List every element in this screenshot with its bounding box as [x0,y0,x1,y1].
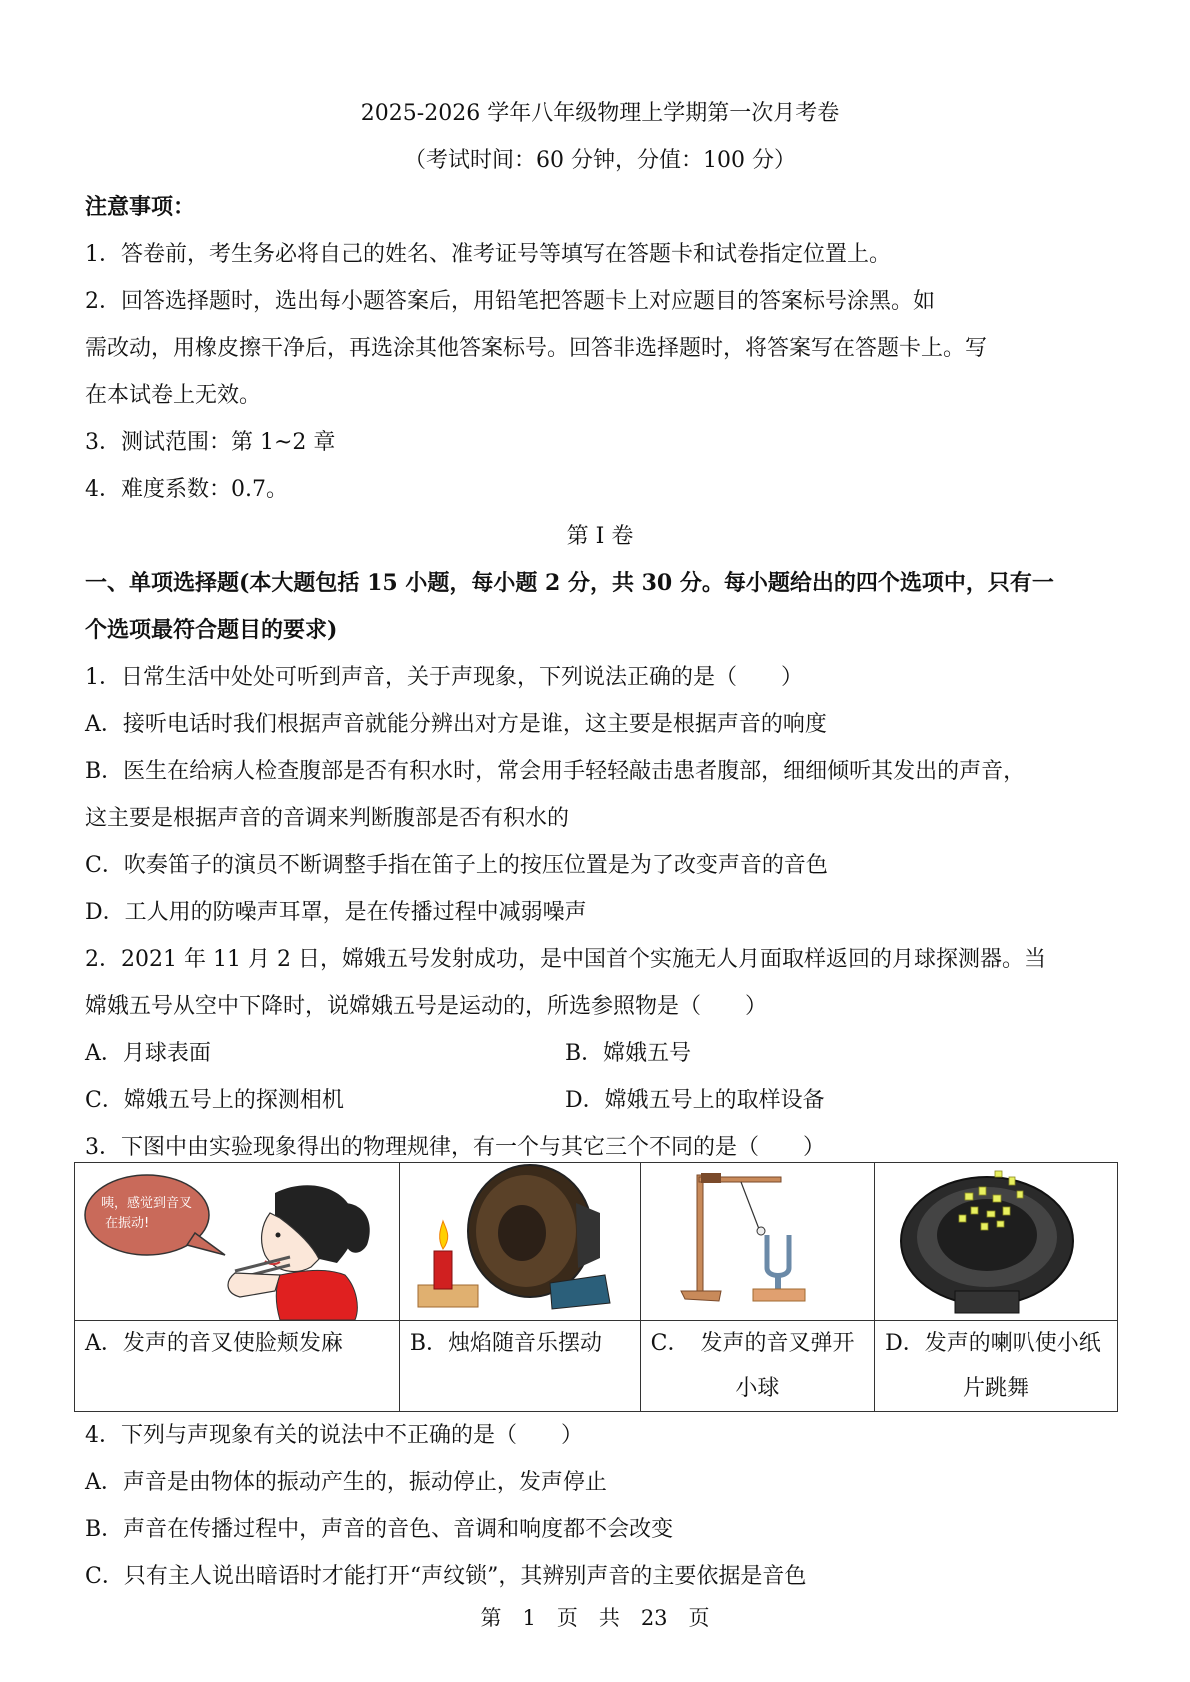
tuning-fork [767,1235,789,1276]
page-footer: 第 1 页 共 23 页 [480,1606,710,1630]
note-line: 4．难度系数：0.7。 [85,477,288,502]
question-3-figure-table [74,1162,1118,1412]
section-heading: 个选项最符合题目的要求) [85,617,338,643]
question-4-block [85,1412,1115,1600]
question-4-option-c: C．只有主人说出暗语时才能打开“声纹锁”，其辨别声音的主要依据是音色 [85,1564,807,1589]
exam-subtitle: （考试时间：60 分钟，分值：100 分） [404,148,796,173]
stand-pole [697,1175,703,1293]
caption-a: A．发声的音叉使脸颊发麻 [75,1321,400,1412]
question-1-stem: 1．日常生活中处处可听到声音，关于声现象，下列说法正确的是（ ） [85,665,803,690]
hands [228,1273,280,1297]
question-2-options-row [85,1030,1115,1077]
question-4-option-a: A．声音是由物体的振动产生的，振动停止，发声停止 [85,1470,607,1495]
question-2-option-c: C．嫦娥五号上的探测相机 [85,1088,344,1113]
volume-title: 第 I 卷 [566,524,634,549]
notes-heading: 注意事项： [85,194,196,220]
question-1-option-b-cont: 这主要是根据声音的音调来判断腹部是否有积水的 [85,806,570,831]
question-4-stem: 4．下列与声现象有关的说法中不正确的是（ ） [85,1423,583,1448]
caption-c: C． 发声的音叉弹开 小球 [640,1321,874,1412]
note-line: 需改动，用橡皮擦干净后，再选涂其他答案标号。回答非选择题时，将答案写在答题卡上。写 [85,336,988,361]
candle [434,1251,452,1289]
question-1-option-d: D．工人用的防噪声耳罩，是在传播过程中减弱噪声 [85,900,587,925]
question-2-option-a: A．月球表面 [85,1041,211,1066]
question-3-stem: 3．下图中由实验现象得出的物理规律，有一个与其它三个不同的是（ ） [85,1135,825,1160]
bubble-text-1: 咦，感觉到音叉 [101,1196,193,1211]
exam-page [85,90,1115,1171]
question-2-stem: 2．2021 年 11 月 2 日，嫦娥五号发射成功，是中国首个实施无人月面取样返回的月球探测器。当 [85,947,1046,972]
question-2-options-row [85,1077,1115,1124]
figure-cell-b [399,1163,640,1321]
tuning-fork-ball-illustration [641,1163,861,1320]
bubble-text-2: 在振动! [105,1216,150,1231]
question-4-option-b: B．声音在传播过程中，声音的音色、音调和响度都不会改变 [85,1517,674,1542]
figure-cell-a [75,1163,400,1321]
note-line: 1．答卷前，考生务必将自己的姓名、准考证号等填写在答题卡和试卷指定位置上。 [85,242,891,267]
note-line: 3．测试范围：第 1~2 章 [85,430,336,455]
figure-cell-d [875,1163,1118,1321]
ball [757,1227,765,1235]
exam-title: 2025-2026 学年八年级物理上学期第一次月考卷 [360,101,840,126]
question-1-option-b: B．医生在给病人检查腹部是否有积水时，常会用手轻轻敲击患者腹部，细细倾听其发出的声音， [85,759,1026,784]
question-1-option-a: A．接听电话时我们根据声音就能分辨出对方是谁，这主要是根据声音的响度 [85,712,827,737]
question-2-stem-cont: 嫦娥五号从空中下降时，说嫦娥五号是运动的，所选参照物是（ ） [85,994,768,1019]
red-dress [276,1270,357,1320]
string [741,1182,759,1229]
note-line: 在本试卷上无效。 [85,383,262,408]
face-tuning-fork-illustration [75,1163,381,1320]
question-2-option-b: B．嫦娥五号 [565,1041,692,1066]
resonance-box [753,1289,805,1301]
candle-speaker-illustration [400,1163,626,1320]
caption-d: D．发声的喇叭使小纸 片跳舞 [875,1321,1118,1412]
section-heading: 一、单项选择题(本大题包括 15 小题，每小题 2 分，共 30 分。每小题给出的四个选项中，只有一 [85,570,1054,596]
figure-cell-c [640,1163,874,1321]
speaker-paper-illustration [875,1163,1103,1320]
note-line: 2．回答选择题时，选出每小题答案后，用铅笔把答题卡上对应题目的答案标号涂黑。如 [85,289,935,314]
question-2-option-d: D．嫦娥五号上的取样设备 [565,1088,825,1113]
question-1-option-c: C．吹奏笛子的演员不断调整手指在笛子上的按压位置是为了改变声音的音色 [85,853,828,878]
candle-flame [440,1221,448,1249]
caption-b: B．烛焰随音乐摆动 [399,1321,640,1412]
